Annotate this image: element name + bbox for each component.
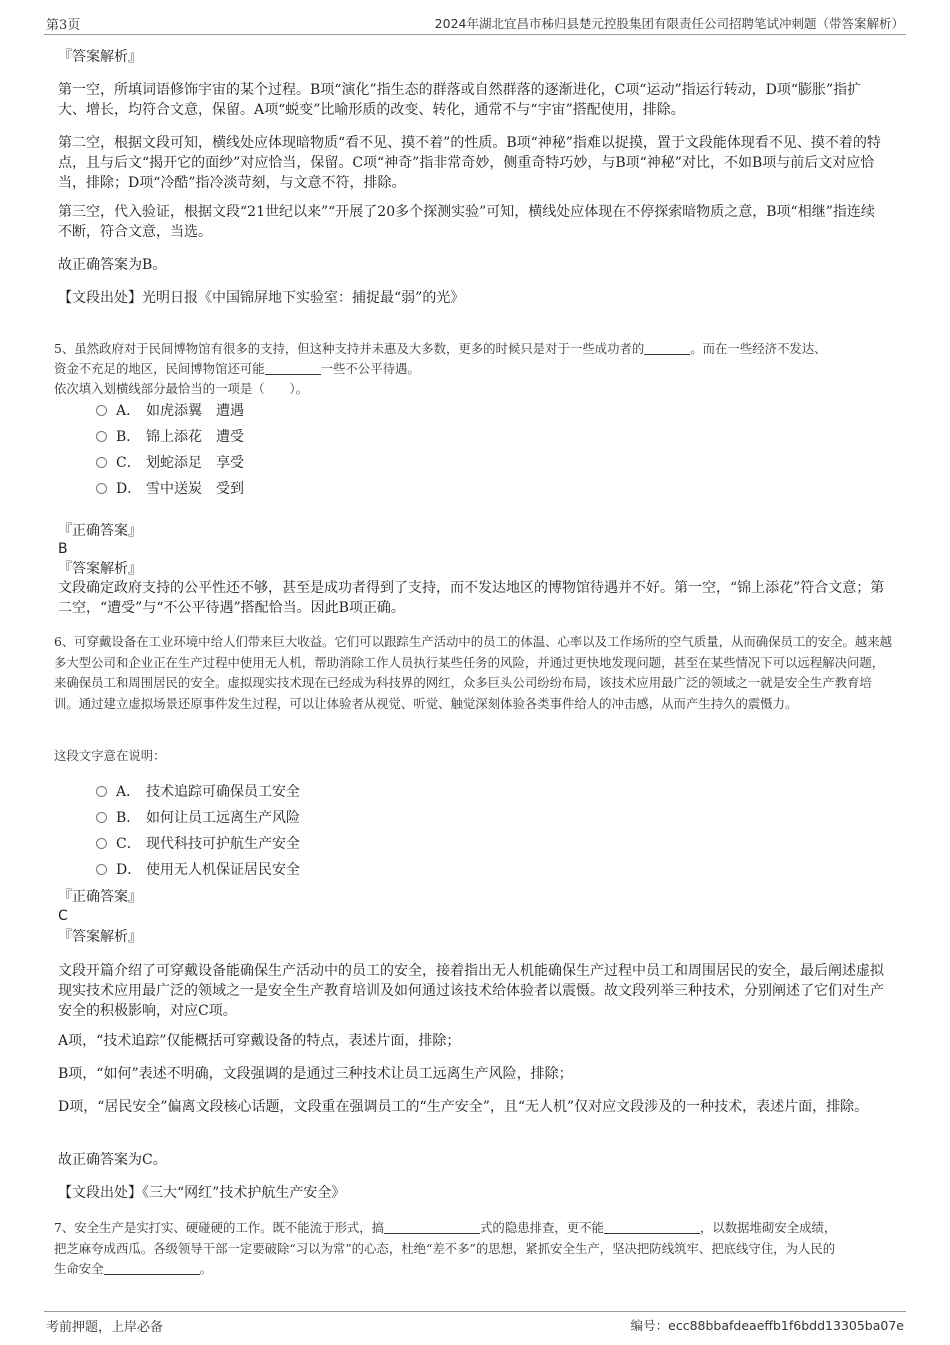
radio-icon[interactable] (96, 431, 107, 442)
q6-option-a[interactable]: A． 技术追踪可确保员工安全 (96, 782, 300, 802)
q6-analysis-p4: D项，“居民安全”偏离文段核心话题，文段重在强调员工的“生产安全”，且“无人机”仅对应文段涉及的一种技术，表述片面，排除。 (58, 1099, 869, 1115)
q6-instruction: 这段文字意在说明： (54, 748, 166, 763)
q5-option-b[interactable]: B． 锦上添花 遭受 (96, 427, 244, 447)
q6-analysis-p2: A项，“技术追踪”仅能概括可穿戴设备的特点，表述片面，排除； (58, 1033, 461, 1049)
radio-icon[interactable] (96, 457, 107, 468)
page-number: 第3页 (46, 18, 81, 33)
q5-option-a[interactable]: A． 如虎添翼 遭遇 (96, 401, 244, 421)
q6-option-d[interactable]: D． 使用无人机保证居民安全 (96, 860, 300, 880)
q6-option-c[interactable]: C． 现代科技可护航生产安全 (96, 834, 300, 854)
q5-analysis-label: 『答案解析』 (58, 561, 142, 577)
radio-icon[interactable] (96, 405, 107, 416)
blank-2 (265, 360, 321, 375)
q4-conclusion: 故正确答案为B。 (58, 257, 167, 273)
radio-icon[interactable] (96, 483, 107, 494)
q7-stem: 7、安全生产是实打实、硬碰硬的工作。既不能流于形式，搞 式的隐患排查，更不能 ，以数据堆砌安全成绩， 把芝麻夸成西瓜。各级领导干部一定要破除“习以为常”的心态，杜绝“差不多”的思想，紧抓安全生产，坚决把防线筑牢、把底线守住，为人民的 生命安全 。 (54, 1220, 837, 1276)
q4-source: 【文段出处】光明日报《中国锦屏地下实验室：捕捉最“弱”的光》 (58, 290, 465, 306)
q4-analysis-label: 『答案解析』 (58, 49, 142, 65)
document-title: 2024年湖北宜昌市秭归县楚元控股集团有限责任公司招聘笔试冲刺题（带答案解析） (434, 16, 904, 31)
q4-analysis-p2: 第二空，根据文段可知，横线处应体现暗物质“看不见、摸不着”的性质。B项“神秘”指难以捉摸，置于文段能体现看不见、摸不着的特点，且与后文“揭开它的面纱”对应恰当，保留。C项“神奇”指非常奇妙，侧重奇特巧妙，与B项“神秘”对比，不如B项与前后文对应恰当，排除；D项“冷酷”指冷淡苛刻，与文意不符，排除。 (58, 135, 881, 191)
q6-answer-label: 『正确答案』 (58, 889, 142, 905)
q6-answer: C (58, 908, 68, 924)
q6-analysis-p3: B项，“如何”表述不明确，文段强调的是通过三种技术让员工远离生产风险，排除； (58, 1066, 573, 1082)
footer-slogan: 考前押题，上岸必备 (46, 1320, 164, 1335)
q5-instruction: 依次填入划横线部分最恰当的一项是（ ）。 (54, 381, 309, 396)
blank-1 (644, 340, 690, 355)
q5-answer-label: 『正确答案』 (58, 523, 142, 539)
blank-3 (104, 1260, 200, 1275)
q6-option-b[interactable]: B． 如何让员工远离生产风险 (96, 808, 300, 828)
q6-analysis-label: 『答案解析』 (58, 929, 142, 945)
q4-analysis-p3: 第三空，代入验证，根据文段“21世纪以来”“开展了20多个探测实验”可知，横线处应体现在不停探索暗物质之意，B项“相继”指连续不断，符合文意，当选。 (58, 204, 875, 240)
q6-source: 【文段出处】《三大“网红”技术护航生产安全》 (58, 1185, 346, 1201)
q6-analysis-p1: 文段开篇介绍了可穿戴设备能确保生产活动中的员工的安全，接着指出无人机能确保生产过程中员工和周围居民的安全，最后阐述虚拟现实技术应用最广泛的领域之一是安全生产教育培训及如何通过该技术给体验者以震慑。故文段列举三种技术，分别阐述了它们对生产安全的积极影响，对应C项。 (58, 963, 884, 1019)
page-header (44, 12, 906, 35)
q5-answer: B (58, 541, 68, 557)
radio-icon[interactable] (96, 838, 107, 849)
page-footer (44, 1311, 906, 1338)
q5-stem: 5、虽然政府对于民间博物馆有很多的支持，但这种支持并未惠及大多数，更多的时候只是对于一些成功者的 。而在一些经济不发达、 资金不充足的地区，民间博物馆还可能 一些不公平待遇。 (54, 341, 827, 376)
q6-conclusion: 故正确答案为C。 (58, 1152, 167, 1168)
q5-option-c[interactable]: C． 划蛇添足 享受 (96, 453, 244, 473)
radio-icon[interactable] (96, 812, 107, 823)
q5-analysis: 文段确定政府支持的公平性还不够，甚至是成功者得到了支持，而不发达地区的博物馆待遇并不好。第一空，“锦上添花”符合文意；第二空，“遭受”与“不公平待遇”搭配恰当。因此B项正确。 (58, 580, 885, 616)
q6-stem: 6、可穿戴设备在工业环境中给人们带来巨大收益。它们可以跟踪生产活动中的员工的体温、心率以及工作场所的空气质量，从而确保员工的安全。越来越多大型公司和企业正在生产过程中使用无人机，帮助消除工作人员执行某些任务的风险，并通过更快地发现问题，甚至在某些情况下可以远程解决问题，来确保员工和周围居民的安全。虚拟现实技术现在已经成为科技界的网红，众多巨头公司纷纷布局，该技术应用最广泛的领域之一就是安全生产教育培训。通过建立虚拟场景还原事件发生过程，可以让体验者从视觉、听觉、触觉深刻体验各类事件给人的冲击感，从而产生持久的震慑力。 (54, 634, 893, 711)
q4-analysis-p1: 第一空，所填词语修饰宇宙的某个过程。B项“演化”指生态的群落或自然群落的逐渐进化，C项“运动”指运行转动，D项“膨胀”指扩大、增长，均符合文意，保留。A项“蜕变”比喻形质的改变、转化，通常不与“宇宙”搭配使用，排除。 (58, 82, 862, 118)
radio-icon[interactable] (96, 786, 107, 797)
radio-icon[interactable] (96, 864, 107, 875)
blank-2 (604, 1219, 700, 1234)
blank-1 (384, 1219, 480, 1234)
q5-option-d[interactable]: D． 雪中送炭 受到 (96, 479, 244, 499)
document-code: 编号：ecc88bbafdeaeffb1f6bdd13305ba07e (630, 1318, 904, 1333)
